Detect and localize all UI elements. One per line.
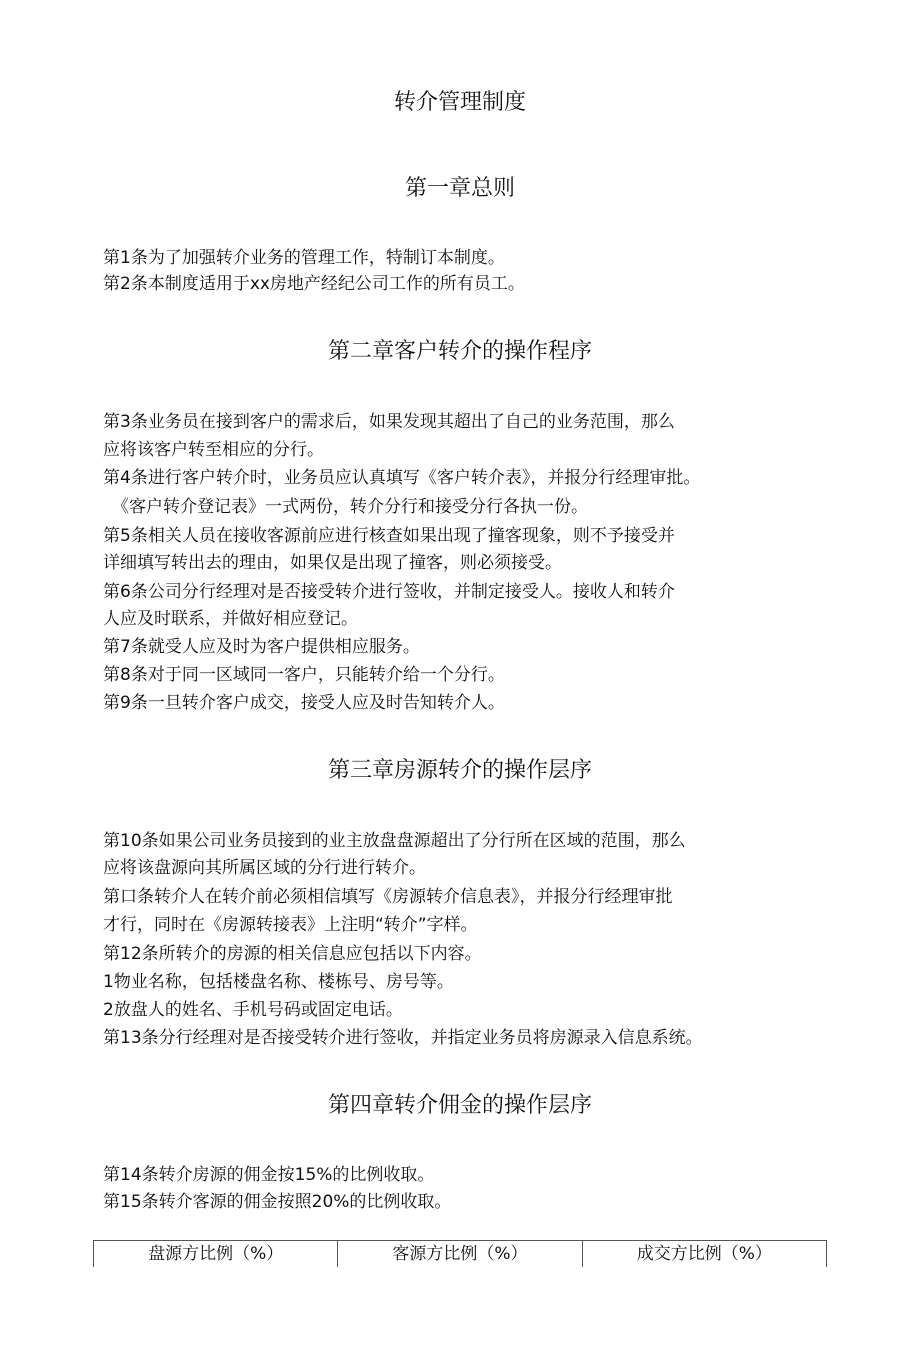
article-4-line-2: 《客户转介登记表》一式两份，转介分行和接受分行各执一份。 — [112, 497, 588, 517]
article-3-line-1: 第3条业务员在接到客户的需求后，如果发现其超出了自己的业务范围，那么 — [103, 412, 675, 432]
article-1: 第1条为了加强转介业务的管理工作，特制订本制度。 — [103, 248, 505, 268]
listing-side-ratio-header: 盘源方比例（%） — [94, 1241, 338, 1268]
article-10-line-1: 第10条如果公司业务员接到的业主放盘盘源超出了分行所在区域的范围，那么 — [103, 831, 686, 851]
article-8: 第8条对于同一区域同一客户，只能转介给一个分行。 — [103, 665, 505, 685]
article-10-line-2: 应将该盘源向其所属区域的分行进行转介。 — [103, 858, 426, 878]
closing-side-ratio-header: 成交方比例（%） — [582, 1241, 826, 1268]
chapter-2-title: 第二章客户转介的操作程序 — [327, 339, 592, 364]
document-title: 转介管理制度 — [393, 90, 526, 115]
chapter-3-title: 第三章房源转介的操作层序 — [327, 758, 592, 783]
article-4-line-1: 第4条进行客户转介时，业务员应认真填写《客户转介表》，并报分行经理审批。 — [103, 468, 701, 488]
article-11-line-1: 第口条转介人在转介前必须相信填写《房源转介信息表》，并报分行经理审批 — [103, 887, 673, 907]
article-9: 第9条一旦转介客户成交，接受人应及时告知转介人。 — [103, 693, 505, 713]
article-6-line-2: 人应及时联系，并做好相应登记。 — [103, 609, 358, 629]
article-12: 第12条所转介的房源的相关信息应包括以下内容。 — [103, 944, 482, 964]
commission-ratio-table — [93, 1240, 827, 1267]
article-2: 第2条本制度适用于xx房地产经纪公司工作的所有员工。 — [103, 274, 525, 294]
chapter-1-title: 第一章总则 — [404, 176, 515, 201]
article-6-line-1: 第6条公司分行经理对是否接受转介进行签收，并制定接受人。接收人和转介 — [103, 582, 675, 602]
article-12-item-2: 2放盘人的姓名、手机号码或固定电话。 — [103, 1000, 403, 1020]
article-12-item-1: 1物业名称，包括楼盘名称、楼栋号、房号等。 — [103, 972, 454, 992]
article-14: 第14条转介房源的佣金按15%的比例收取。 — [103, 1165, 435, 1185]
article-11-line-2: 才行，同时在《房源转接表》上注明“转介”字样。 — [103, 915, 478, 935]
client-side-ratio-header: 客源方比例（%） — [338, 1241, 582, 1268]
article-5-line-1: 第5条相关人员在接收客源前应进行核查如果出现了撞客现象，则不予接受并 — [103, 526, 675, 546]
article-7: 第7条就受人应及时为客户提供相应服务。 — [103, 637, 420, 657]
article-3-line-2: 应将该客户转至相应的分行。 — [103, 440, 324, 460]
table-header-row — [94, 1241, 827, 1268]
chapter-4-title: 第四章转介佣金的操作层序 — [327, 1093, 592, 1118]
article-13: 第13条分行经理对是否接受转介进行签收，并指定业务员将房源录入信息系统。 — [103, 1028, 703, 1048]
article-5-line-2: 详细填写转出去的理由，如果仅是出现了撞客，则必须接受。 — [103, 553, 562, 573]
article-15: 第15条转介客源的佣金按照20%的比例收取。 — [103, 1192, 452, 1212]
